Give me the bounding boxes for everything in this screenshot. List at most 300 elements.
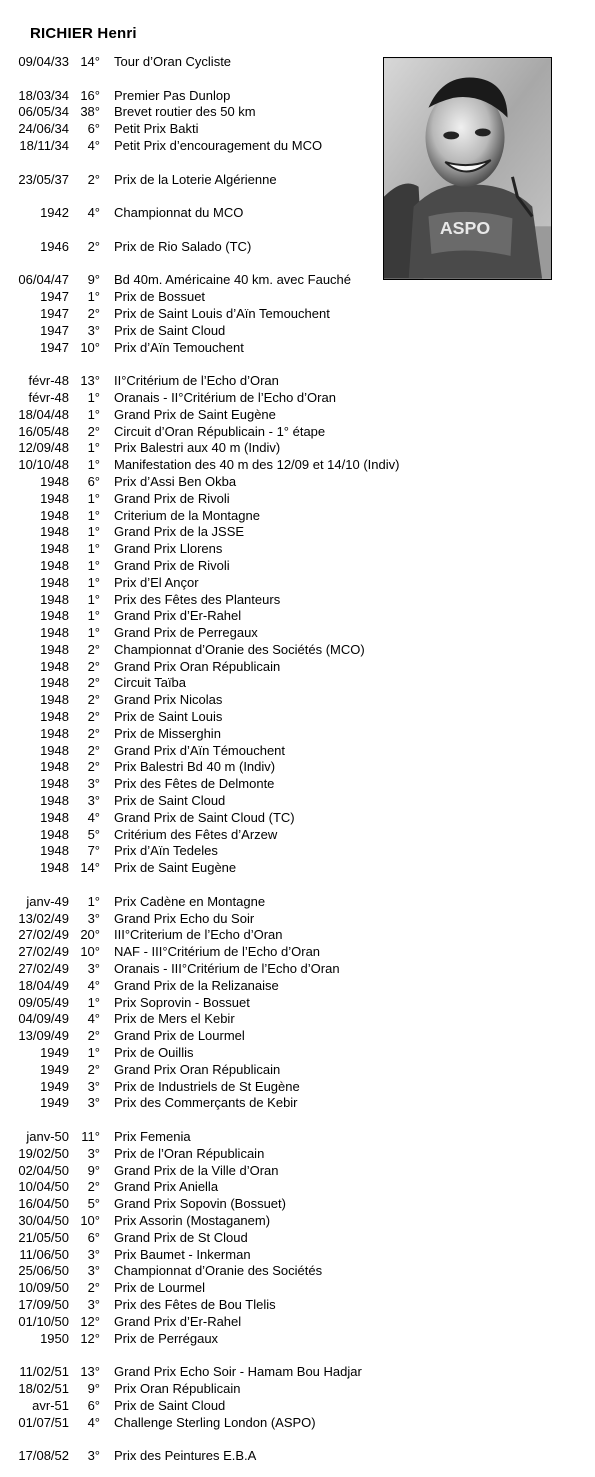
result-race: Grand Prix Nicolas xyxy=(114,692,223,708)
result-row xyxy=(0,1331,595,1348)
result-date: 09/05/49 xyxy=(18,994,69,1010)
result-race: Championnat d’Oranie des Sociétés (MCO) xyxy=(114,641,365,657)
result-race: Prix de Saint Cloud xyxy=(114,322,226,338)
result-date: 1948 xyxy=(40,641,69,657)
result-place: 12° xyxy=(80,1313,100,1329)
result-date: 1948 xyxy=(40,692,69,708)
result-date: 1948 xyxy=(40,843,69,859)
result-row xyxy=(0,743,595,760)
result-race: Grand Prix de Lourmel xyxy=(114,1028,245,1044)
result-race: Grand Prix Echo du Soir xyxy=(114,910,255,926)
result-row xyxy=(0,1297,595,1314)
result-race: Grand Prix de Saint Eugène xyxy=(114,406,276,422)
result-race: Prix Balestri aux 40 m (Indiv) xyxy=(114,440,281,456)
result-row xyxy=(0,306,595,323)
result-row xyxy=(0,373,595,390)
result-race: Prix de l’Oran Républicain xyxy=(114,1145,265,1161)
result-date: 18/04/48 xyxy=(18,406,69,422)
result-place: 2° xyxy=(87,171,100,187)
result-date: 17/08/52 xyxy=(18,1448,69,1464)
result-date: 16/04/50 xyxy=(18,1196,69,1212)
result-row xyxy=(0,961,595,978)
result-place: 6° xyxy=(87,1397,100,1413)
result-place: 1° xyxy=(87,541,100,557)
year-separator xyxy=(0,256,595,273)
result-place: 1° xyxy=(87,406,100,422)
result-date: 1947 xyxy=(40,322,69,338)
result-row xyxy=(0,659,595,676)
result-row xyxy=(0,894,595,911)
jersey-lettering: ASPO xyxy=(439,218,491,239)
result-row xyxy=(0,575,595,592)
result-date: 1949 xyxy=(40,1061,69,1077)
result-race: Prix d’El Ançor xyxy=(114,574,199,590)
result-race: Prix de Industriels de St Eugène xyxy=(114,1078,300,1094)
result-race: Prix de Perrégaux xyxy=(114,1330,219,1346)
result-row xyxy=(0,407,595,424)
result-place: 4° xyxy=(87,137,100,153)
result-place: 1° xyxy=(87,893,100,909)
result-row xyxy=(0,1247,595,1264)
result-place: 11° xyxy=(81,1129,100,1144)
result-date: 12/09/48 xyxy=(18,440,69,456)
result-row xyxy=(0,995,595,1012)
result-row xyxy=(0,675,595,692)
result-date: 13/02/49 xyxy=(18,910,69,926)
result-place: 38° xyxy=(80,104,100,120)
result-race: III°Criterium de l’Echo d’Oran xyxy=(114,927,283,943)
result-row xyxy=(0,172,595,189)
result-row xyxy=(0,541,595,558)
result-date: 06/04/47 xyxy=(18,272,69,288)
result-date: 02/04/50 xyxy=(18,1162,69,1178)
result-place: 1° xyxy=(87,524,100,540)
result-row xyxy=(0,1028,595,1045)
result-row xyxy=(0,508,595,525)
result-date: 1948 xyxy=(40,557,69,573)
result-date: 1948 xyxy=(40,725,69,741)
result-place: 13° xyxy=(80,373,100,389)
result-place: 1° xyxy=(87,608,100,624)
result-row xyxy=(0,1230,595,1247)
result-row xyxy=(0,138,595,155)
result-date: févr-48 xyxy=(28,389,69,405)
result-race: Prix de Misserghin xyxy=(114,725,221,741)
result-place: 4° xyxy=(87,977,100,993)
result-row xyxy=(0,944,595,961)
year-separator xyxy=(0,877,595,894)
page-title: RICHIER Henri xyxy=(30,25,137,42)
result-row xyxy=(0,843,595,860)
result-date: 1948 xyxy=(40,709,69,725)
result-date: 1947 xyxy=(40,289,69,305)
result-race: Prix de Lourmel xyxy=(114,1280,206,1296)
year-separator xyxy=(0,1431,595,1448)
result-row xyxy=(0,1280,595,1297)
result-place: 1° xyxy=(87,994,100,1010)
result-row xyxy=(0,289,595,306)
result-date: 01/10/50 xyxy=(18,1313,69,1329)
result-date: 27/02/49 xyxy=(18,961,69,977)
result-date: 1948 xyxy=(40,591,69,607)
result-race: Prix des Fêtes de Bou Tlelis xyxy=(114,1296,276,1312)
year-separator xyxy=(0,1347,595,1364)
result-race: Prix de Rio Salado (TC) xyxy=(114,238,252,254)
result-place: 3° xyxy=(87,793,100,809)
result-race: Grand Prix d’Er-Rahel xyxy=(114,1313,242,1329)
result-place: 1° xyxy=(87,1045,100,1061)
year-separator xyxy=(0,1112,595,1129)
result-row xyxy=(0,239,595,256)
result-race: Grand Prix de la Ville d’Oran xyxy=(114,1162,279,1178)
result-place: 14° xyxy=(80,54,100,69)
result-date: 1948 xyxy=(40,473,69,489)
result-place: 10° xyxy=(80,944,100,960)
result-date: 1948 xyxy=(40,793,69,809)
result-race: Prix Cadène en Montagne xyxy=(114,893,266,909)
result-race: Challenge Sterling London (ASPO) xyxy=(114,1414,316,1430)
result-place: 4° xyxy=(87,205,100,221)
result-race: Circuit Taïba xyxy=(114,675,187,691)
result-row xyxy=(0,810,595,827)
result-row xyxy=(0,1196,595,1213)
result-place: 3° xyxy=(87,1145,100,1161)
result-date: 23/05/37 xyxy=(18,171,69,187)
result-row xyxy=(0,608,595,625)
result-row xyxy=(0,104,595,121)
result-row xyxy=(0,1045,595,1062)
result-race: Prix des Fêtes de Delmonte xyxy=(114,776,275,792)
result-date: 1949 xyxy=(40,1045,69,1061)
result-date: 11/02/51 xyxy=(19,1364,69,1380)
result-row xyxy=(0,1079,595,1096)
result-row xyxy=(0,1364,595,1381)
result-date: avr-51 xyxy=(32,1397,69,1413)
result-race: Grand Prix de la Relizanaise xyxy=(114,977,279,993)
result-place: 2° xyxy=(87,238,100,254)
result-row xyxy=(0,491,595,508)
result-date: 24/06/34 xyxy=(18,121,69,137)
year-separator xyxy=(0,71,595,88)
result-place: 2° xyxy=(87,725,100,741)
result-race: Grand Prix de Perregaux xyxy=(114,625,258,641)
result-race: Premier Pas Dunlop xyxy=(114,87,231,103)
result-place: 4° xyxy=(87,1011,100,1027)
result-place: 13° xyxy=(80,1364,100,1380)
result-date: 1949 xyxy=(40,1095,69,1111)
result-row xyxy=(0,709,595,726)
result-race: Prix d’Aïn Tedeles xyxy=(114,843,218,859)
result-race: Prix de Ouillis xyxy=(114,1045,194,1061)
result-row xyxy=(0,1415,595,1432)
result-date: 10/04/50 xyxy=(18,1179,69,1195)
result-place: 1° xyxy=(87,389,100,405)
result-place: 1° xyxy=(87,490,100,506)
year-separator xyxy=(0,155,595,172)
result-row xyxy=(0,978,595,995)
result-date: 04/09/49 xyxy=(18,1011,69,1027)
result-row xyxy=(0,1163,595,1180)
result-date: janv-49 xyxy=(26,893,69,909)
result-race: Grand Prix Oran Républicain xyxy=(114,1061,281,1077)
result-place: 20° xyxy=(80,927,100,943)
result-race: Prix Balestri Bd 40 m (Indiv) xyxy=(114,759,276,775)
result-date: 1948 xyxy=(40,658,69,674)
result-race: Manifestation des 40 m des 12/09 et 14/10 (Indiv) xyxy=(114,457,400,473)
result-race: Prix de Mers el Kebir xyxy=(114,1011,235,1027)
result-row xyxy=(0,121,595,138)
result-race: Brevet routier des 50 km xyxy=(114,104,256,120)
result-place: 4° xyxy=(87,1414,100,1430)
result-row xyxy=(0,1448,595,1465)
result-race: Petit Prix d’encouragement du MCO xyxy=(114,137,323,153)
result-place: 6° xyxy=(87,1229,100,1245)
result-place: 2° xyxy=(87,709,100,725)
result-race: Championnat d’Oranie des Sociétés xyxy=(114,1263,323,1279)
result-race: Grand Prix de St Cloud xyxy=(114,1229,248,1245)
result-date: 1947 xyxy=(40,305,69,321)
result-race: Grand Prix Oran Républicain xyxy=(114,658,281,674)
result-row xyxy=(0,1095,595,1112)
result-race: Criterium de la Montagne xyxy=(114,507,260,523)
result-race: Prix d’Assi Ben Okba xyxy=(114,473,237,489)
result-row xyxy=(0,1314,595,1331)
result-place: 7° xyxy=(87,843,100,859)
result-date: 1948 xyxy=(40,490,69,506)
result-place: 2° xyxy=(87,641,100,657)
result-place: 16° xyxy=(80,87,100,103)
result-row xyxy=(0,440,595,457)
result-date: 18/03/34 xyxy=(18,87,69,103)
result-race: Grand Prix de la JSSE xyxy=(114,524,245,540)
result-row xyxy=(0,272,595,289)
result-place: 2° xyxy=(87,305,100,321)
result-place: 2° xyxy=(87,759,100,775)
result-date: 1949 xyxy=(40,1078,69,1094)
result-race: Circuit d’Oran Républicain - 1° étape xyxy=(114,423,326,439)
result-place: 2° xyxy=(87,742,100,758)
result-date: 06/05/34 xyxy=(18,104,69,120)
result-date: 1946 xyxy=(40,238,69,254)
result-date: 19/02/50 xyxy=(18,1145,69,1161)
result-race: Prix de Saint Cloud xyxy=(114,793,226,809)
result-race: Grand Prix Echo Soir - Hamam Bou Hadjar xyxy=(114,1364,362,1380)
result-race: Prix des Commerçants de Kebir xyxy=(114,1095,298,1111)
result-race: Grand Prix Llorens xyxy=(114,541,223,557)
result-place: 1° xyxy=(87,625,100,641)
result-race: Prix des Peintures E.B.A xyxy=(114,1448,257,1464)
result-date: 30/04/50 xyxy=(18,1212,69,1228)
result-date: 1950 xyxy=(40,1330,69,1346)
result-row xyxy=(0,88,595,105)
result-place: 14° xyxy=(80,860,100,876)
result-place: 3° xyxy=(87,961,100,977)
result-place: 2° xyxy=(87,1179,100,1195)
result-date: 10/10/48 xyxy=(18,457,69,473)
result-date: 1948 xyxy=(40,625,69,641)
result-place: 9° xyxy=(87,1162,100,1178)
result-race: Prix d’Aïn Temouchent xyxy=(114,339,244,355)
result-race: Prix Baumet - Inkerman xyxy=(114,1246,251,1262)
result-row xyxy=(0,424,595,441)
result-place: 6° xyxy=(87,473,100,489)
result-place: 4° xyxy=(87,809,100,825)
result-date: 10/09/50 xyxy=(18,1280,69,1296)
result-date: 18/11/34 xyxy=(19,137,69,153)
result-place: 6° xyxy=(87,121,100,137)
result-race: Tour d’Oran Cycliste xyxy=(114,54,232,69)
result-place: 3° xyxy=(87,1296,100,1312)
result-date: 18/02/51 xyxy=(18,1380,69,1396)
result-place: 10° xyxy=(80,1212,100,1228)
result-race: Grand Prix d’Er-Rahel xyxy=(114,608,242,624)
result-row xyxy=(0,1179,595,1196)
result-race: Grand Prix Sopovin (Bossuet) xyxy=(114,1196,286,1212)
result-place: 3° xyxy=(87,1263,100,1279)
result-place: 3° xyxy=(87,1078,100,1094)
result-race: Prix Femenia xyxy=(114,1129,191,1144)
result-date: 18/04/49 xyxy=(18,977,69,993)
result-row xyxy=(0,759,595,776)
result-date: 01/07/51 xyxy=(18,1414,69,1430)
result-place: 9° xyxy=(87,272,100,288)
result-place: 1° xyxy=(87,457,100,473)
result-date: 1948 xyxy=(40,860,69,876)
result-date: 1947 xyxy=(40,339,69,355)
result-date: 1948 xyxy=(40,759,69,775)
result-race: Prix de Saint Louis d’Aïn Temouchent xyxy=(114,305,330,321)
result-race: Prix de Saint Cloud xyxy=(114,1397,226,1413)
result-date: 1948 xyxy=(40,524,69,540)
result-place: 12° xyxy=(80,1330,100,1346)
result-race: Grand Prix d’Aïn Témouchent xyxy=(114,742,286,758)
result-date: janv-50 xyxy=(26,1129,69,1144)
result-row xyxy=(0,726,595,743)
result-row xyxy=(0,558,595,575)
result-race: Petit Prix Bakti xyxy=(114,121,199,137)
result-place: 1° xyxy=(87,440,100,456)
result-row xyxy=(0,1011,595,1028)
result-race: Grand Prix Aniella xyxy=(114,1179,219,1195)
result-race: Grand Prix de Saint Cloud (TC) xyxy=(114,809,295,825)
result-date: 1948 xyxy=(40,826,69,842)
result-race: Prix de Bossuet xyxy=(114,289,206,305)
result-race: Prix de Saint Eugène xyxy=(114,860,237,876)
result-date: 1948 xyxy=(40,608,69,624)
result-row xyxy=(0,390,595,407)
result-row xyxy=(0,793,595,810)
result-race: Grand Prix de Rivoli xyxy=(114,490,230,506)
result-place: 3° xyxy=(87,1246,100,1262)
result-race: Oranais - II°Critérium de l’Echo d’Oran xyxy=(114,389,336,405)
result-place: 2° xyxy=(87,423,100,439)
result-race: Grand Prix de Rivoli xyxy=(114,557,230,573)
result-place: 1° xyxy=(87,557,100,573)
result-place: 2° xyxy=(87,1061,100,1077)
result-race: Prix Oran Républicain xyxy=(114,1380,241,1396)
result-row xyxy=(0,474,595,491)
result-date: 21/05/50 xyxy=(18,1229,69,1245)
result-date: 1948 xyxy=(40,574,69,590)
result-race: Prix Soprovin - Bossuet xyxy=(114,994,250,1010)
result-row xyxy=(0,927,595,944)
result-row xyxy=(0,592,595,609)
result-date: 09/04/33 xyxy=(18,54,69,69)
result-race: II°Critérium de l’Echo d’Oran xyxy=(114,373,279,389)
result-row xyxy=(0,860,595,877)
result-date: 17/09/50 xyxy=(18,1296,69,1312)
result-row xyxy=(0,642,595,659)
result-place: 2° xyxy=(87,675,100,691)
result-race: Prix Assorin (Mostaganem) xyxy=(114,1212,271,1228)
result-date: 1948 xyxy=(40,541,69,557)
result-date: 25/06/50 xyxy=(18,1263,69,1279)
result-place: 3° xyxy=(87,1095,100,1111)
result-place: 2° xyxy=(87,658,100,674)
result-race: Oranais - III°Critérium de l’Echo d’Oran xyxy=(114,961,340,977)
result-place: 3° xyxy=(87,322,100,338)
result-place: 2° xyxy=(87,692,100,708)
result-race: Prix de la Loterie Algérienne xyxy=(114,171,277,187)
result-row xyxy=(0,457,595,474)
result-place: 2° xyxy=(87,1280,100,1296)
year-separator xyxy=(0,356,595,373)
result-row xyxy=(0,323,595,340)
result-row xyxy=(0,340,595,357)
result-date: 1948 xyxy=(40,809,69,825)
result-row xyxy=(0,1062,595,1079)
result-row xyxy=(0,1263,595,1280)
result-row xyxy=(0,1213,595,1230)
result-place: 10° xyxy=(80,339,100,355)
result-place: 5° xyxy=(87,1196,100,1212)
result-date: 1948 xyxy=(40,507,69,523)
result-race: Championnat du MCO xyxy=(114,205,244,221)
result-place: 3° xyxy=(87,910,100,926)
result-date: 1948 xyxy=(40,776,69,792)
result-race: Critérium des Fêtes d’Arzew xyxy=(114,826,278,842)
result-race: Bd 40m. Américaine 40 km. avec Fauché xyxy=(114,272,352,288)
result-race: NAF - III°Critérium de l’Echo d’Oran xyxy=(114,944,321,960)
result-row xyxy=(0,1146,595,1163)
result-date: févr-48 xyxy=(28,373,69,389)
result-date: 27/02/49 xyxy=(18,944,69,960)
year-separator xyxy=(0,188,595,205)
result-row xyxy=(0,692,595,709)
result-row xyxy=(0,1129,595,1146)
result-row xyxy=(0,205,595,222)
result-date: 1948 xyxy=(40,742,69,758)
result-row xyxy=(0,776,595,793)
result-date: 1948 xyxy=(40,675,69,691)
result-place: 1° xyxy=(87,574,100,590)
result-row xyxy=(0,524,595,541)
result-place: 3° xyxy=(87,1448,100,1464)
result-place: 1° xyxy=(87,289,100,305)
results-list xyxy=(0,54,595,1465)
result-race: Prix de Saint Louis xyxy=(114,709,223,725)
result-place: 1° xyxy=(87,591,100,607)
result-place: 1° xyxy=(87,507,100,523)
result-place: 3° xyxy=(87,776,100,792)
result-row xyxy=(0,54,595,71)
result-date: 16/05/48 xyxy=(18,423,69,439)
result-place: 5° xyxy=(87,826,100,842)
result-row xyxy=(0,625,595,642)
result-row xyxy=(0,1381,595,1398)
result-row xyxy=(0,911,595,928)
result-row xyxy=(0,1398,595,1415)
